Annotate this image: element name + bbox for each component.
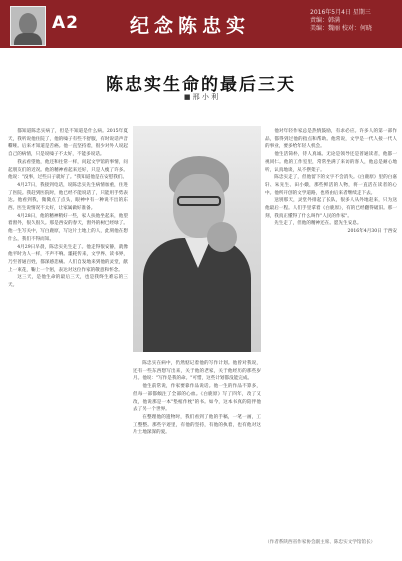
article-column-2 [133,360,261,552]
paragraph: 4月29日早晨，陈忠实先生走了。他走得很安静，就像他平时为人一样，不声不响。噩耗传来，文学界、读书界，乃至普通百姓，都深感悲痛。人们自发地来到他的灵堂，献上一束花，鞠上一个躬，表达对这位作家的敬意和怀念。 [8,244,128,273]
article-column-3 [265,128,397,552]
author-note: （作者系陕西省作家协会副主席、陈忠实文学馆馆长） [265,540,376,545]
paragraph: 他生活简朴，待人真诚。无论是领导还是普通读者，他都一视同仁。他的工作室里，常常坐满了来访的客人，他总是耐心地听，认真地谈，从不摆架子。 [265,152,397,173]
paragraph: 他对年轻作家总是热情鼓励，有求必应。许多人的第一部作品，都得到过他的指点和帮助。他常说，文学是一代人接一代人的事业，要多给年轻人机会。 [265,129,397,150]
paragraph: 4月27日，我接到电话，说陈忠实先生病情加重，住进了医院。我赶到医院时，他已经不能说话了，只能用手势表达。他看到我，微微点了点头，眼神中有一种说不出的东西。医生说情况不太好，让家属做好准备。 [8,182,128,212]
article-headline: 陈忠实生命的最后三天 [106,75,296,95]
paragraph: 陈忠实走了，但他留下的文字不会消失。《白鹿原》里的白嘉轩、朱先生、田小娥，那些鲜活的人物，将一直活在读者的心中。他所开创的文学道路，也将由后来者继续走下去。 [265,175,397,196]
paragraph: 送别那天，灵堂外排起了长队，很多人从外地赶来，只为送他最后一程。人们手里拿着《白鹿原》，有的已经翻得破旧。那一刻，我真正懂得了什么叫作"人民的作家"。 [265,198,397,219]
dateline: 2016年4月30日 于西安 [347,229,397,235]
issue-editor: 责编：韩满 [310,17,341,24]
issue-date: 2016年5月4日 星期三 [310,9,371,16]
paragraph: 我去看望他，他还和往常一样，问起文学馆的事情，问起朋友们的近况。他的精神看起来还好，只是人瘦了许多。他说："没事，过些日子就好了。"我知道他是在安慰我们。 [8,159,128,181]
page-number: A2 [52,13,79,33]
paragraph: 都知道陈忠实病了，但是不知道是什么病。2015年夏天，我听说他住院了，他的嗓子有些不舒服，有时说话声音嘶哑。后来才知道是舌癌。他一直坚持着，很少对外人说起自己的病情，只是说嗓子不太好，不能多说话。 [8,129,128,158]
paragraph: 他生前常说，作家要靠作品说话。他一生的作品不算多，但每一部都倾注了全部的心血。《白鹿原》写了四年，改了又改，他说那是一本"垫棺作枕"的书。如今，这本书真的陪伴他去了另一个世界。 [133,384,261,413]
article-byline: ■ 邢 小 利 [183,93,219,101]
paragraph: 在整理他的遗物时，我们看到了他的手稿，一笔一画，工工整整。那些字迹里，有他的坚持，有他的执着，也有他对这片土地深深的爱。 [133,414,261,436]
issue-designer: 美编：魏丽 校对：何晓 [310,25,372,32]
section-title: 纪念陈忠实 [130,15,251,37]
header-portrait [10,6,46,46]
paragraph: 先生走了，但他的精神还在。愿先生安息。 [274,221,362,227]
article-column-1 [8,128,128,552]
paragraph: 这三天，是他生命的最后三天，也是我终生难忘的三天。 [8,275,128,289]
portrait-photo [133,126,261,352]
paragraph: 4月28日，他的精神稍好一些，家人扶他坐起来，他望着窗外，很久很久。那是西安的春天，窗外的树已经绿了。他一生写关中，写白鹿原，写这片土地上的人，此刻他在想什么，我们不得而知。 [8,213,128,242]
issue-meta [310,9,372,33]
page-header [0,0,402,48]
paragraph: 陈忠实在病中，仍然惦记着他的写作计划。他曾对我说，还有一些东西想写出来，关于他的老家，关于他经历的那些岁月。他说："写作是我的命。"可惜，这些计划都没能完成。 [133,361,261,382]
